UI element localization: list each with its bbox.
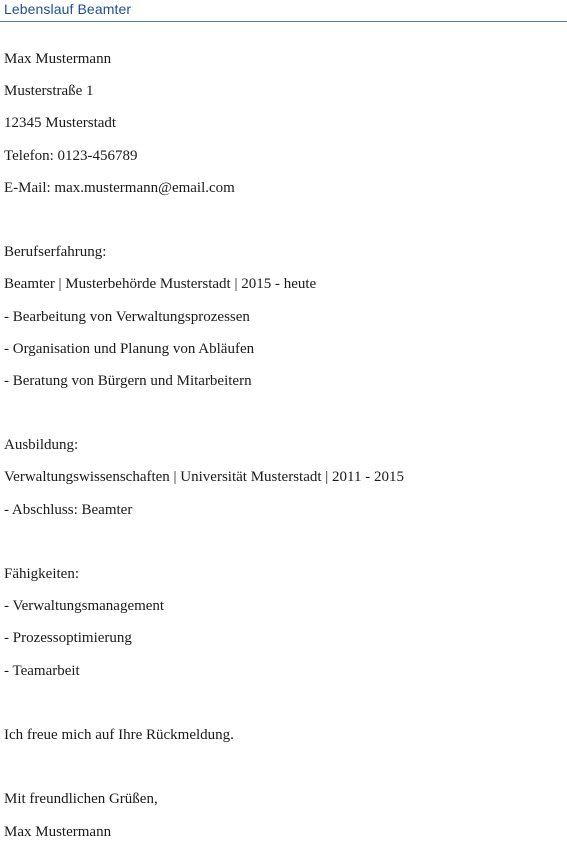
education-heading: Ausbildung: [4, 437, 79, 454]
experience-item: - Bearbeitung von Verwaltungsprozessen [4, 308, 250, 325]
closing-greeting: Mit freundlichen Grüßen, [4, 791, 158, 808]
skills-item: - Verwaltungsmanagement [4, 598, 165, 615]
skills-item: - Prozessoptimierung [4, 630, 132, 647]
signature-name: Max Mustermann [4, 823, 112, 840]
closing-section [4, 722, 564, 851]
closing-statement: Ich freue mich auf Ihre Rückmeldung. [4, 726, 234, 743]
experience-position: Beamter | Musterbehörde Musterstadt | 2015 - heute [4, 276, 317, 293]
education-degree: Verwaltungswissenschaften | Universität Musterstadt | 2011 - 2015 [4, 469, 404, 486]
contact-street: Musterstraße 1 [4, 83, 94, 100]
experience-item: - Beratung von Bürgern und Mitarbeitern [4, 372, 252, 389]
contact-city: 12345 Musterstadt [4, 115, 117, 132]
experience-section [4, 239, 564, 400]
skills-section [4, 561, 564, 690]
spacer [4, 400, 564, 432]
education-item: - Abschluss: Beamter [4, 501, 133, 518]
contact-phone: Telefon: 0123-456789 [4, 147, 138, 164]
document-body [4, 46, 564, 851]
skills-heading: Fähigkeiten: [4, 566, 79, 582]
spacer [4, 529, 564, 561]
spacer [4, 754, 564, 786]
education-section [4, 432, 564, 529]
skills-item: - Teamarbeit [4, 662, 80, 679]
spacer [4, 207, 564, 239]
experience-heading: Berufserfahrung: [4, 244, 107, 261]
experience-item: - Organisation und Planung von Abläufen [4, 340, 255, 357]
contact-section [4, 46, 564, 207]
title-divider [0, 21, 567, 22]
contact-email: E-Mail: max.mustermann@email.com [4, 179, 235, 196]
contact-name: Max Mustermann [4, 51, 112, 67]
document-title: Lebenslauf Beamter [4, 1, 132, 17]
spacer [4, 690, 564, 722]
